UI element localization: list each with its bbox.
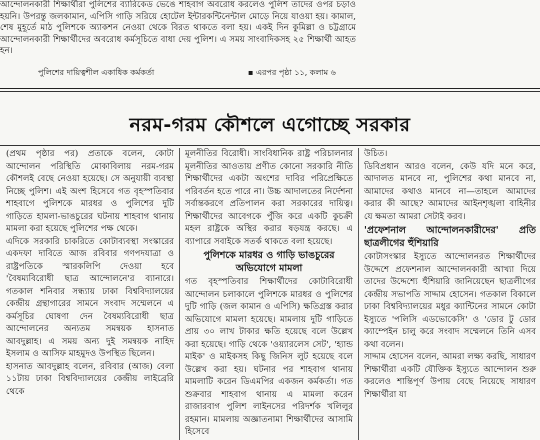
col2-paragraph-1: মূলনীতির বিরোধী। সাংবিধানিক রাষ্ট্র পরিচালনার মূলনীতির আওতায় প্রণীত কোনো সরকারি নীতি শিক্ষার্থীদের একটা অংশের দাবির পরিপ্রেক্ষিতে পরিবর্তন হতে পারে না। উচ্চ আদালতের নির্দেশনা সর্বান্তকরণে প্রতিপালন করা সরকারের দায়িত্ব। শিক্ষার্থীদের আবেগকে পুঁজি করে একটি কুচক্রী মহল রাষ্ট্রকে অস্থির করার ষড়যন্ত্র করছে। এ ব্যাপারে সবাইকে সতর্ক থাকতে বলা হয়েছে। <box>185 149 353 247</box>
article-headline: নরম-গরম কৌশলে এগোচ্ছে সরকার <box>129 114 411 136</box>
top-story-caption: পুলিশের দায়িত্বশীল একাধিক কর্মকর্তা <box>38 68 155 77</box>
col3-paragraph-1: উচিত। <box>364 149 388 159</box>
top-story-text: আন্দোলনকারী শিক্ষার্থীরা পুলিশের ব্যারিকেড ভেঙে শাহবাগ অবরোধ করলেও পুলিশ তাদের ওপর চড়াও হয়নি। উপরন্তু জলকামান, এপিসি গাড়ি সরিয়ে হোটেল ইন্টারকন্টিনেন্টাল মোড়ে নিয়ে যাওয়া হয়। কামাল, শেষ মুহূর্তে মাঠ পুলিশকে অ্যাকশন নেওয়া থেকে বিরত থাকতে বলা হয়। একই দিন কুমিল্লা ও চট্টগ্রামে আন্দোলনকারী শিক্ষার্থীদের অবরোধ কর্মসূচিতে বাধা দেয় পুলিশ। এ সময় সাংবাদিকসহ ২৫ শিক্ষার্থী আহত হন। <box>0 0 356 56</box>
col2-subheading: পুলিশকে মারধর ও গাড়ি ভাঙচুরের অভিযোগে মামলা <box>203 250 335 274</box>
column-rule-1 <box>179 148 180 440</box>
headline-divider <box>0 145 540 146</box>
col2-paragraph-2: গত বৃহস্পতিবার শিক্ষার্থীদের কোটাবিরোধী আন্দোলন চলাকালে পুলিশকে মারধর ও পুলিশের দুটি গাড়ি (জল কামান ও এপিসি) ক্ষতিগ্রস্ত করার অভিযোগে মামলা হয়েছে। মামলায় দুটি গাড়িতে প্রায় ৩০ লাখ টাকার ক্ষতি হয়েছে বলে উল্লেখ করা হয়েছে। গাড়ি থেকে 'ওয়্যারলেস সেট', 'হ্যান্ড মাইক' ও মাইকসহ কিছু জিনিস লুট হয়েছে বলে উল্লেখ করা হয়। ঘটনার পর শাহবাগ থানায় মামলাটি করেন ডিএমপির একজন কর্মকর্তা। গত শুক্রবার শাহবাগ থানায় এ মামলা করেন রাজারবাগ পুলিশ লাইনসের পরিদর্শক খলিলুর রহমান। মামলায় অজ্ঞাতনামা শিক্ষার্থীদের আসামি হিসেবে <box>185 277 353 437</box>
col3-paragraph-4: সাদ্দাম হোসেন বলেন, আমরা লক্ষ্য করছি, সাধারণ শিক্ষার্থীরা একটি যৌক্তিক ইস্যুতে আন্দোলন শুরু করলেও শান্তিপূর্ণ উপায় বেছে নিয়েছে সাধারণ শিক্ষার্থীরা যা <box>364 352 536 400</box>
section-divider <box>0 88 540 89</box>
top-story <box>0 0 356 68</box>
col3-paragraph-3: কোটাসংস্কার ইস্যুতে আন্দোলনরত শিক্ষার্থীদের উদ্দেশে প্রফেশনাল আন্দোলনকারী আখ্যা দিয়ে তাদের উদ্দেশ্যে হুঁশিয়ারি জানিয়েছেন ছাত্রলীগের কেন্দ্রীয় সভাপতি সাদ্দাম হোসেন। গতকাল বিকালে ঢাকা বিশ্ববিদ্যালয়ের মধুর ক্যান্টিনের সামনে কোটা ইস্যুতে 'পলিসি এডভোকেসি' ও 'ডোর টু ডোর ক্যাম্পেইন চালু করে সংবাদ সম্মেলনে তিনি এসব কথা বলেন। <box>364 252 536 350</box>
article-column-1 <box>6 148 174 440</box>
article-column-3 <box>364 148 536 440</box>
article-column-2 <box>185 148 353 440</box>
column-rule-2 <box>358 148 359 440</box>
col3-subheading: 'প্রফেশনাল আন্দোলনকারীদের' প্রতি ছাত্রলীগের হুঁশিয়ারি <box>364 225 536 249</box>
top-story-caption-line <box>0 66 362 79</box>
col1-paragraph-1: (প্রথম পৃষ্ঠার পর) প্রতাকে বলেন, কোটা আন্দোলন পরিস্থিতি মোকাবিলায় নরম-গরম কৌশলই বেছে নেওয়া হয়েছে। সে অনুযায়ী ব্যবস্থা নিচ্ছে পুলিশ। এই অংশ হিসেবে গত বৃহস্পতিবার শাহবাগে পুলিশকে মারধর ও পুলিশের দুটি গাড়িতে হামলা-ভাঙচুরের ঘটনায় শাহবাগ থানায় মামলা করা হয়েছে পুলিশের পক্ষ থেকে। <box>6 149 174 234</box>
continued-marker: ▪ এরপর পৃষ্ঠা ১১, কলাম ৬ <box>248 68 336 77</box>
col3-paragraph-2: ডিবিপ্রধান আরও বলেন, কেউ যদি মনে করে, আদালত মানবে না, পুলিশের কথা মানবে না, আমাদের কথাও মানবে না—তাহলে আমাদের করার কী আছে? আমাদের আইনশৃঙ্খলা বাহিনীর যে ক্ষমতা আমরা সেটাই করব। <box>364 161 536 222</box>
section-divider-thin <box>0 91 540 92</box>
col1-paragraph-2: এদিকে সরকারি চাকরিতে কোটাব্যবস্থা সংস্কারের একদফা দাবিতে আজ রবিবার গণপদযাত্রা ও রাষ্ট্রপতিকে স্মারকলিপি দেওয়া হবে 'বৈষম্যবিরোধী ছাত্র আন্দোলনে'র ব্যানারে। গতকাল শনিবার সন্ধ্যায় ঢাকা বিশ্ববিদ্যালয়ের কেন্দ্রীয় গ্রন্থাগারের সামনে সংবাদ সম্মেলনে এ কর্মসূচির ঘোষণা দেন বৈষম্যবিরোধী ছাত্র আন্দোলনের অন্যতম সমন্বয়ক হাসনাত আবদুল্লাহ। এ সময় অন্য দুই সমন্বয়ক নাহিদ ইসলাম ও আসিফ মাহমুদও উপস্থিত ছিলেন। <box>6 236 174 359</box>
col1-paragraph-3: হাসনাত আবদুল্লাহ বলেন, রবিবার (আজ) বেলা ১১টায় ঢাকা বিশ্ববিদ্যালয়ের কেন্দ্রীয় লাইব্রেরি থেকে <box>6 361 174 397</box>
